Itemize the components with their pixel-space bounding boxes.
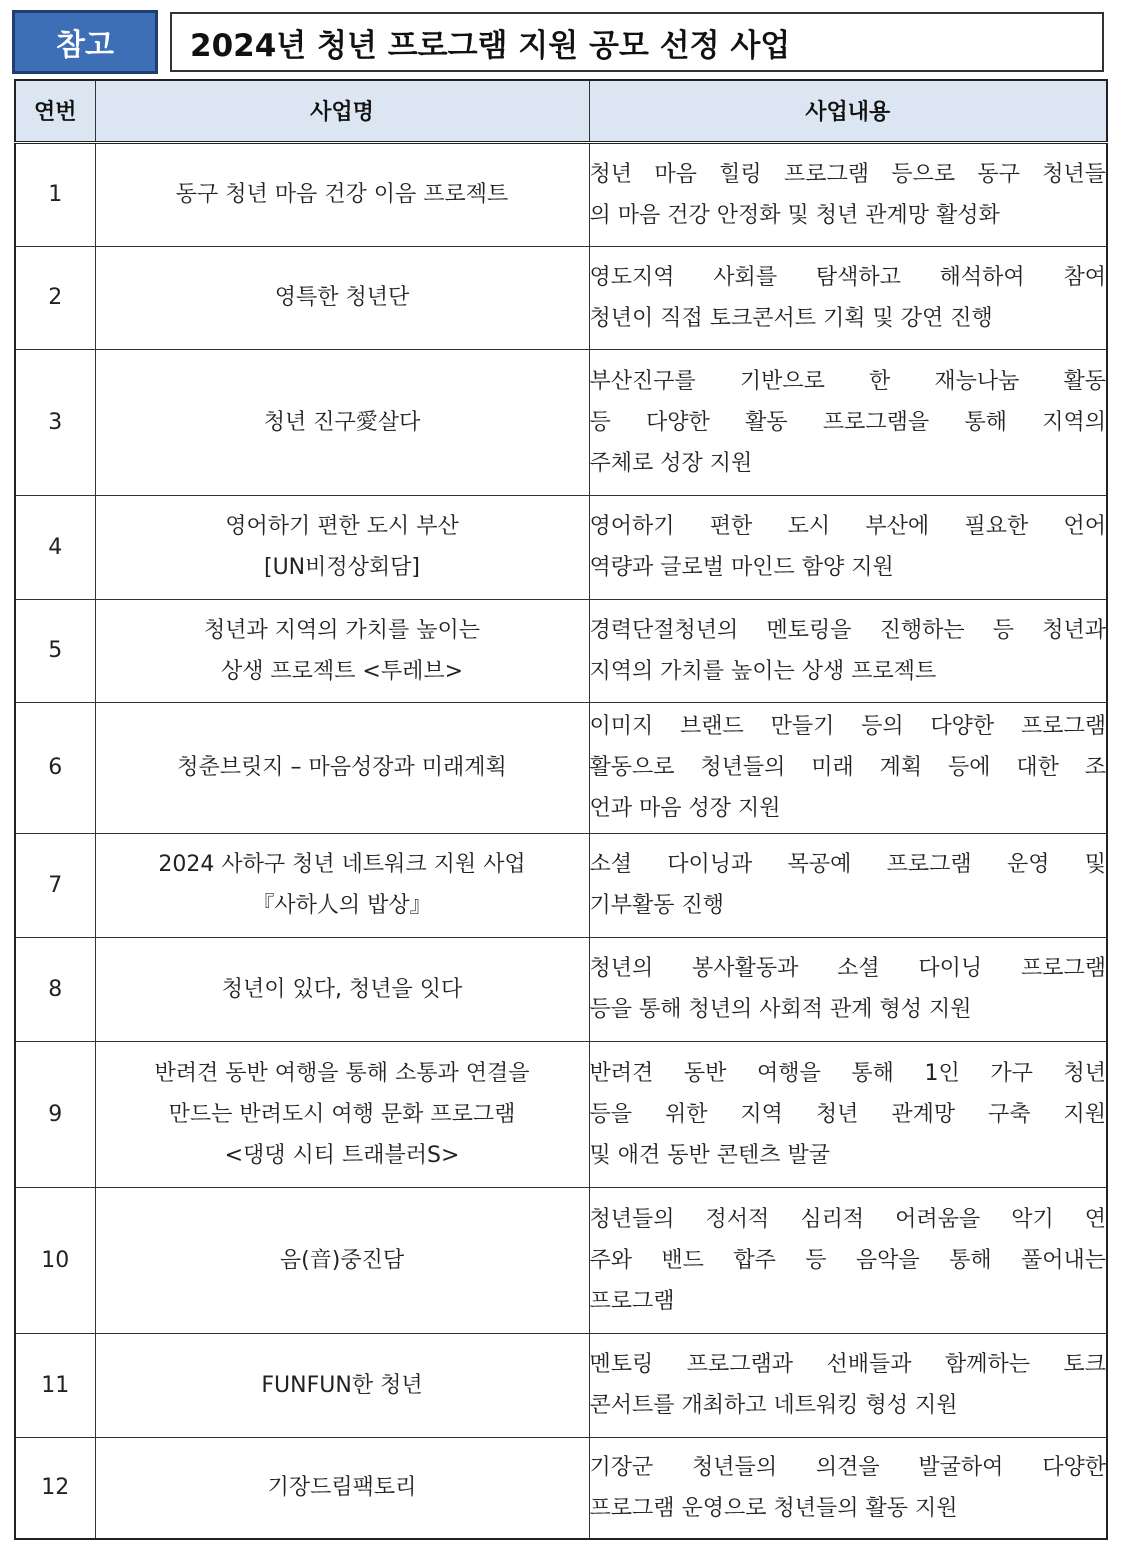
- table-row: [15, 599, 1107, 702]
- project-content-line: 지역의 가치를 높이는 상생 프로젝트: [589, 658, 937, 684]
- project-content-line: 이미지 브랜드 만들기 등의 다양한 프로그램: [589, 714, 1106, 739]
- project-content-cell: [589, 1041, 1107, 1187]
- project-name-cell: [95, 937, 589, 1041]
- table-row: [15, 246, 1107, 349]
- column-header-project-name: 사업명: [95, 80, 589, 142]
- project-name-line: 기장드림팩토리: [267, 1475, 417, 1501]
- project-name-line: 영어하기 편한 도시 부산: [225, 514, 459, 539]
- project-name-cell: [95, 599, 589, 702]
- project-content-cell: [589, 495, 1107, 599]
- project-content-cell: [589, 702, 1107, 833]
- project-content-line: 등 다양한 활동 프로그램을 통해 지역의: [589, 409, 1106, 435]
- project-content-line: 프로그램: [589, 1288, 675, 1314]
- project-content-line: 프로그램 운영으로 청년들의 활동 지원: [589, 1495, 958, 1521]
- project-name-line: 반려견 동반 여행을 통해 소통과 연결을: [154, 1060, 530, 1086]
- project-content-line: 기장군 청년들의 의견을 발굴하여 다양한: [589, 1454, 1106, 1480]
- row-number: 6: [15, 702, 95, 833]
- project-content-line: 및 애견 동반 콘텐츠 발굴: [589, 1142, 830, 1168]
- row-number: 4: [15, 495, 95, 599]
- table-row: [15, 1041, 1107, 1187]
- table-row: [15, 142, 1107, 246]
- project-content-line: 청년 마음 힐링 프로그램 등으로 동구 청년들: [589, 161, 1106, 187]
- project-name-line: FUNFUN한 청년: [261, 1372, 423, 1398]
- table-row: [15, 1187, 1107, 1333]
- project-name-line: 상생 프로젝트 <투레브>: [220, 658, 464, 684]
- project-name-cell: [95, 349, 589, 495]
- document-header: [12, 10, 1106, 74]
- table-row: [15, 1437, 1107, 1539]
- row-number: 2: [15, 246, 95, 349]
- project-content-line: 부산진구를 기반으로 한 재능나눔 활동: [589, 368, 1106, 394]
- project-name-line: <댕댕 시티 트래블러S>: [224, 1142, 460, 1168]
- reference-tag: 참고: [12, 10, 158, 74]
- project-name-cell: [95, 1437, 589, 1539]
- project-content-cell: [589, 599, 1107, 702]
- project-content-line: 주와 밴드 합주 등 음악을 통해 풀어내는: [589, 1247, 1106, 1273]
- project-content-line: 역량과 글로벌 마인드 함양 지원: [589, 555, 894, 580]
- project-content-line: 반려견 동반 여행을 통해 1인 가구 청년: [589, 1060, 1106, 1086]
- project-name-cell: [95, 495, 589, 599]
- row-number: 3: [15, 349, 95, 495]
- project-name-line: 청년이 있다, 청년을 잇다: [221, 976, 463, 1002]
- table-row: [15, 1333, 1107, 1437]
- project-content-cell: [589, 142, 1107, 246]
- project-name-line: [UN비정상회담]: [264, 555, 420, 580]
- project-content-line: 등을 통해 청년의 사회적 관계 형성 지원: [589, 997, 972, 1022]
- row-number: 8: [15, 937, 95, 1041]
- project-name-line: 만드는 반려도시 여행 문화 프로그램: [168, 1101, 516, 1127]
- project-name-line: 청춘브릿지 – 마음성장과 미래계획: [177, 755, 507, 780]
- project-content-line: 소셜 다이닝과 목공예 프로그램 운영 및: [589, 852, 1106, 877]
- project-content-cell: [589, 1437, 1107, 1539]
- table-row: [15, 495, 1107, 599]
- project-name-cell: [95, 1041, 589, 1187]
- row-number: 1: [15, 142, 95, 246]
- project-name-line: 2024 사하구 청년 네트워크 지원 사업: [158, 852, 526, 877]
- project-content-line: 청년들의 정서적 심리적 어려움을 악기 연: [589, 1206, 1106, 1232]
- project-name-line: 청년 진구愛살다: [263, 409, 421, 435]
- project-name-cell: [95, 142, 589, 246]
- row-number: 10: [15, 1187, 95, 1333]
- column-header-number: 연번: [15, 80, 95, 142]
- project-content-line: 청년의 봉사활동과 소셜 다이닝 프로그램: [589, 956, 1106, 981]
- project-content-line: 의 마음 건강 안정화 및 청년 관계망 활성화: [589, 202, 1000, 228]
- project-content-cell: [589, 246, 1107, 349]
- project-name-line: 영특한 청년단: [274, 285, 410, 310]
- project-content-line: 등을 위한 지역 청년 관계망 구축 지원: [589, 1101, 1106, 1127]
- project-name-line: 음(音)중진담: [279, 1247, 405, 1273]
- column-header-project-content: 사업내용: [589, 80, 1107, 142]
- project-content-cell: [589, 1187, 1107, 1333]
- page-title: 2024년 청년 프로그램 지원 공모 선정 사업: [170, 12, 1104, 72]
- program-table: [14, 79, 1108, 1540]
- project-content-line: 영도지역 사회를 탐색하고 해석하여 참여: [589, 264, 1106, 290]
- table-row: [15, 702, 1107, 833]
- project-name-line: 청년과 지역의 가치를 높이는: [203, 617, 480, 643]
- row-number: 5: [15, 599, 95, 702]
- row-number: 9: [15, 1041, 95, 1187]
- table-row: [15, 937, 1107, 1041]
- row-number: 11: [15, 1333, 95, 1437]
- project-name-line: 동구 청년 마음 건강 이음 프로젝트: [175, 182, 509, 207]
- project-content-line: 영어하기 편한 도시 부산에 필요한 언어: [589, 514, 1106, 539]
- row-number: 12: [15, 1437, 95, 1539]
- project-name-cell: [95, 833, 589, 937]
- project-content-line: 언과 마음 성장 지원: [589, 796, 781, 821]
- project-content-line: 경력단절청년의 멘토링을 진행하는 등 청년과: [589, 617, 1106, 643]
- project-name-cell: [95, 246, 589, 349]
- project-content-line: 콘서트를 개최하고 네트워킹 형성 지원: [589, 1393, 958, 1418]
- project-name-line: 『사하人의 밥상』: [252, 893, 432, 918]
- table-row: [15, 833, 1107, 937]
- project-content-cell: [589, 833, 1107, 937]
- project-content-cell: [589, 1333, 1107, 1437]
- table-row: [15, 349, 1107, 495]
- table-header-row: [15, 80, 1107, 142]
- row-number: 7: [15, 833, 95, 937]
- project-content-cell: [589, 349, 1107, 495]
- project-content-line: 기부활동 진행: [589, 893, 725, 918]
- project-content-cell: [589, 937, 1107, 1041]
- project-name-cell: [95, 702, 589, 833]
- project-content-line: 청년이 직접 토크콘서트 기획 및 강연 진행: [589, 305, 993, 331]
- project-name-cell: [95, 1333, 589, 1437]
- project-content-line: 활동으로 청년들의 미래 계획 등에 대한 조: [589, 755, 1106, 780]
- project-name-cell: [95, 1187, 589, 1333]
- project-content-line: 멘토링 프로그램과 선배들과 함께하는 토크: [589, 1352, 1106, 1377]
- project-content-line: 주체로 성장 지원: [589, 450, 753, 476]
